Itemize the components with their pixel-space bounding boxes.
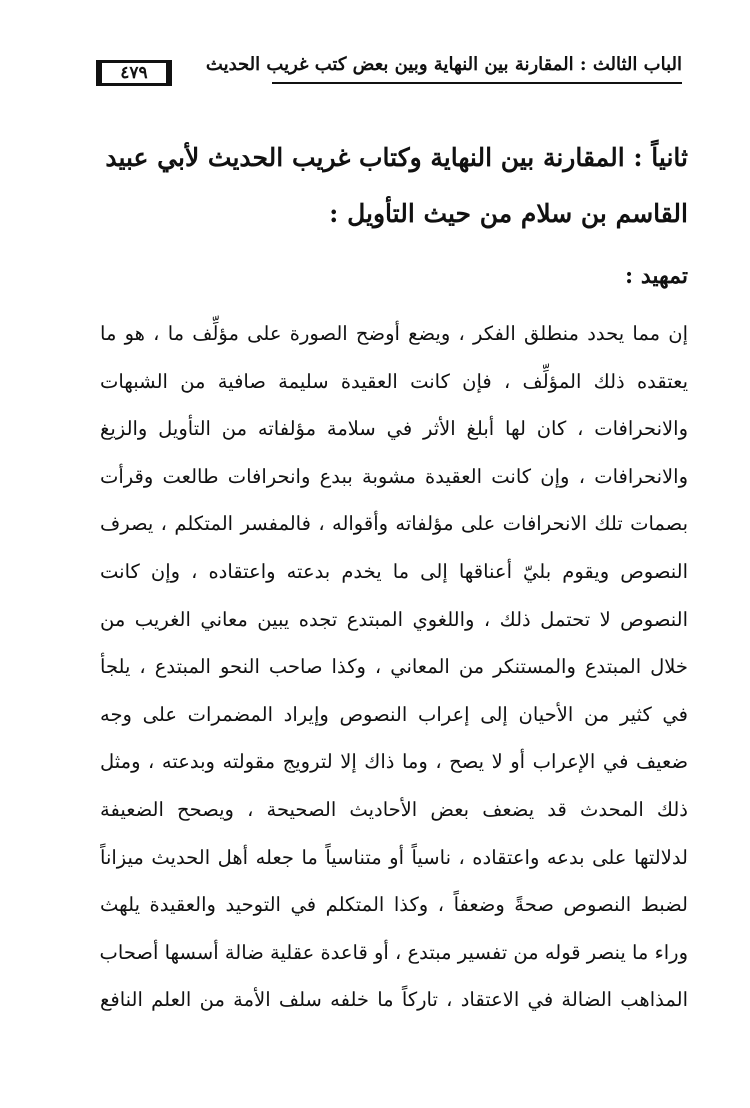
text-line: النصوص لا تحتمل ذلك ، واللغوي المبتدع تجده يبين معاني الغريب من bbox=[100, 607, 688, 631]
text-line: والانحرافات ، وإن كانت العقيدة مشوبة ببدع وانحرافات طالعت وقرأت bbox=[100, 464, 688, 488]
text-line: والانحرافات ، كان لها أبلغ الأثر في سلامة مؤلفاته من التأويل والزيغ bbox=[100, 417, 688, 441]
text-line: خلال المبتدع والمستنكر من المعاني ، وكذا صاحب النحو المبتدع ، يلجأ bbox=[100, 655, 688, 679]
subheading-tamheed: تمهيد : bbox=[625, 263, 688, 289]
text-line: بصمات تلك الانحرافات على مؤلفاته وأقواله ، فالمفسر المتكلم ، يصرف bbox=[100, 512, 688, 536]
body-paragraph bbox=[100, 310, 688, 1024]
running-header-title: الباب الثالث : المقارنة بين النهاية وبين بعض كتب غريب الحديث bbox=[205, 54, 682, 75]
section-heading bbox=[100, 130, 688, 242]
text-line: ضعيف في الإعراب أو لا يصح ، وما ذاك إلا لترويج مقولته وبدعته ، ومثل bbox=[100, 750, 688, 774]
page-number: ٤٧٩ bbox=[102, 60, 166, 86]
text-line: إن مما يحدد منطلق الفكر ، ويضع أوضح الصورة على مؤلِّف ما ، هو ما bbox=[100, 322, 688, 345]
text-line: يعتقده ذلك المؤلِّف ، فإن كانت العقيدة سليمة صافية من الشبهات bbox=[100, 369, 688, 393]
running-header bbox=[102, 50, 682, 84]
text-line: لدلالتها على بدعه واعتقاده ، ناسياً أو متناسياً ما جعله أهل الحديث ميزاناً bbox=[100, 845, 688, 869]
text-line: في كثير من الأحيان إلى إعراب النصوص وإيراد المضمرات على وجه bbox=[100, 702, 688, 726]
text-line: وراء ما ينصر قوله من تفسير مبتدع ، أو قاعدة عقلية ضالة أسسها أصحاب bbox=[100, 940, 688, 964]
text-line: لضبط النصوص صحةً وضعفاً ، وكذا المتكلم في التوحيد والعقيدة يلهث bbox=[100, 893, 688, 917]
section-heading-line-2: القاسم بن سلام من حيث التأويل : bbox=[329, 199, 688, 228]
section-heading-line-1: ثانياً : المقارنة بين النهاية وكتاب غريب الحديث لأبي عبيد bbox=[105, 143, 688, 172]
text-line: ذلك المحدث قد يضعف بعض الأحاديث الصحيحة ، ويصحح الضعيفة bbox=[100, 797, 688, 821]
text-line: المذاهب الضالة في الاعتقاد ، تاركاً ما خلفه سلف الأمة من العلم النافع bbox=[100, 988, 688, 1012]
header-rule bbox=[272, 82, 682, 84]
text-line: النصوص ويقوم بليّ أعناقها إلى ما يخدم بدعته واعتقاده ، وإن كانت bbox=[100, 559, 688, 583]
